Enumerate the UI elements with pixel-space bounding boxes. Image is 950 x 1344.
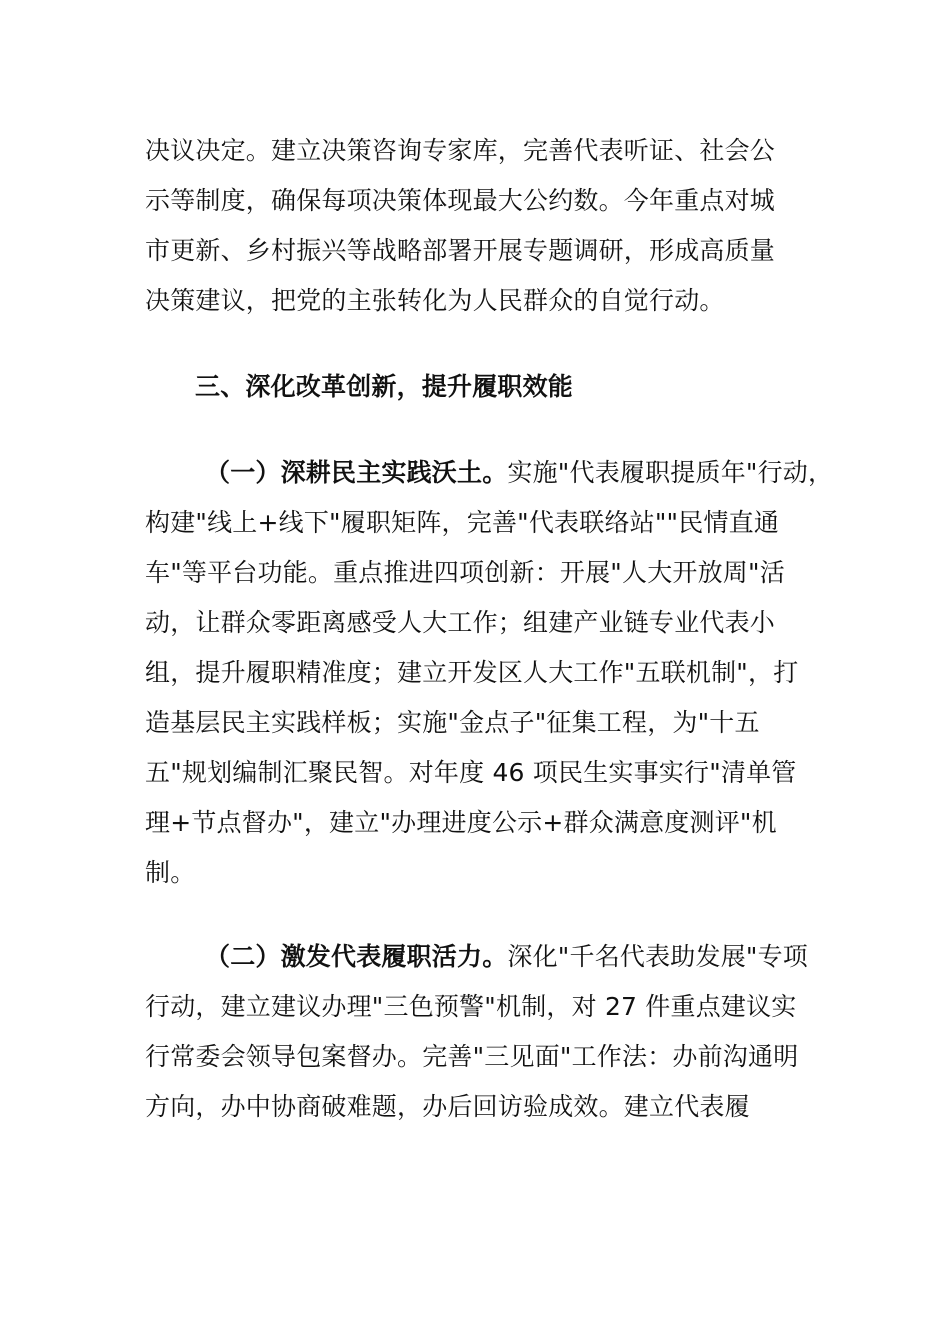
subsection-2-first-line (205, 940, 808, 974)
subsection-1-first-line-text: 实施"代表履职提质年"行动， (507, 458, 834, 487)
intro-line-4: 决策建议，把党的主张转化为人民群众的自觉行动。 (145, 286, 725, 315)
intro-line-1: 决议决定。建立决策咨询专家库，完善代表听证、社会公 (145, 136, 776, 165)
subsection-2-line: 方向，办中协商破难题，办后回访验成效。建立代表履 (145, 1092, 750, 1121)
subsection-2-first-line-text: 深化"千名代表助发展"专项 (507, 942, 809, 971)
subsection-1-line: 组，提升履职精准度；建立开发区人大工作"五联机制"，打 (145, 658, 799, 687)
intro-line-2: 示等制度，确保每项决策体现最大公约数。今年重点对城 (145, 186, 776, 215)
subsection-1-line: 五"规划编制汇聚民智。对年度 46 项民生实事实行"清单管 (145, 758, 797, 787)
subsection-2-title: （二）激发代表履职活力。 (205, 942, 508, 971)
subsection-1-line: 构建"线上+线下"履职矩阵，完善"代表联络站""民情直通 (145, 508, 780, 537)
subsection-1-title: （一）深耕民主实践沃土。 (205, 458, 508, 487)
subsection-2-line: 行常委会领导包案督办。完善"三见面"工作法：办前沟通明 (145, 1042, 799, 1071)
subsection-2-line: 行动，建立建议办理"三色预警"机制，对 27 件重点建议实 (145, 992, 797, 1021)
subsection-1-line: 动，让群众零距离感受人大工作；组建产业链专业代表小 (145, 608, 776, 637)
subsection-1-line: 理+节点督办"，建立"办理进度公示+群众满意度测评"机 (145, 808, 777, 837)
subsection-1-line: 造基层民主实践样板；实施"金点子"征集工程，为"十五 (145, 708, 760, 737)
section-heading: 三、深化改革创新，提升履职效能 (195, 372, 574, 401)
subsection-1-first-line (205, 456, 833, 490)
subsection-1-line: 车"等平台功能。重点推进四项创新：开展"人大开放周"活 (145, 558, 785, 587)
intro-line-3: 市更新、乡村振兴等战略部署开展专题调研，形成高质量 (145, 236, 776, 265)
subsection-1-line: 制。 (145, 858, 196, 887)
